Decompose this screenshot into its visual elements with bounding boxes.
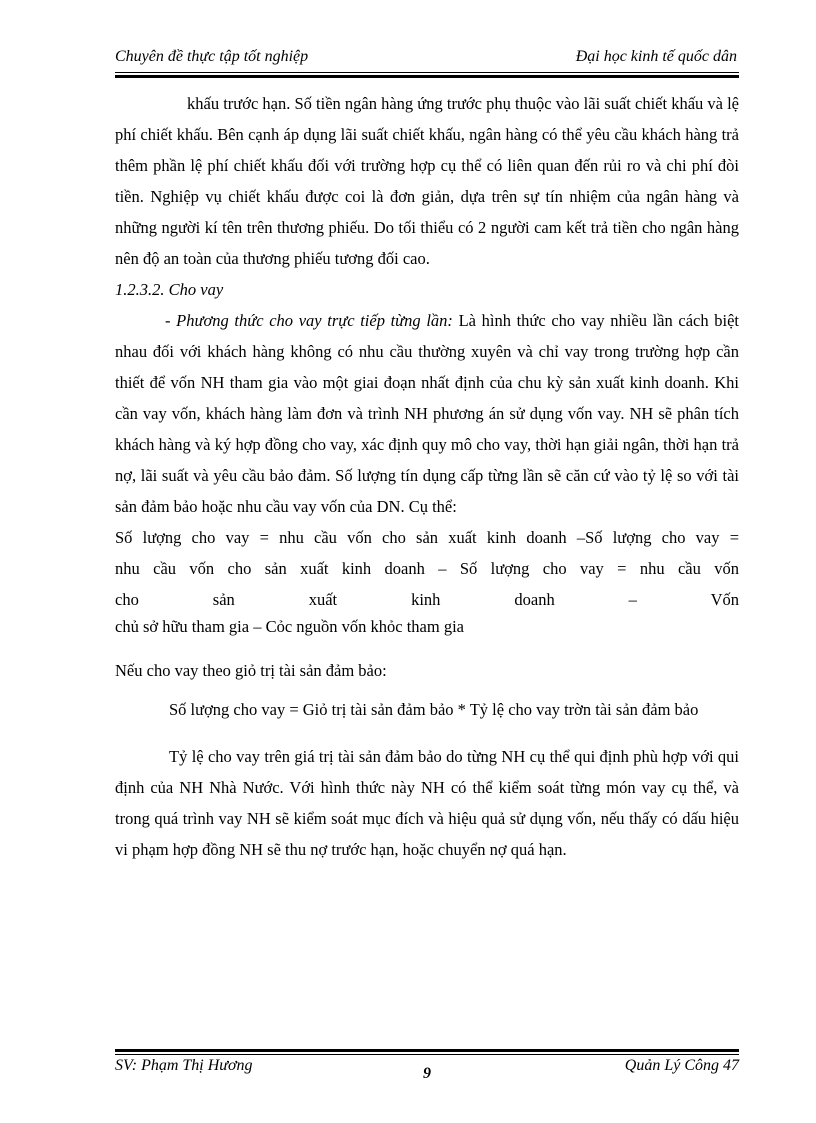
paragraph-collateral-intro: Nếu cho vay theo giỏ trị tài sản đảm bảo: — [115, 661, 387, 680]
footer-rule-thin — [115, 1054, 739, 1055]
formula-line-2: nhu cầu vốn cho sản xuất kinh doanh – Số lượng cho vay = nhu cầu vốn — [115, 559, 739, 578]
paragraph-ratio: Tỷ lệ cho vay trên giá trị tài sản đảm bảo do từng NH cụ thể qui định phù hợp với qui định của NH Nhà Nước. Với hình thức này NH có thể kiểm soát từng món vay cụ thể, và trong quá trình vay NH sẽ kiểm soát mục đích và hiệu quả sử dụng vốn, nếu thấy có dấu hiệu vi phạm hợp đồng NH sẽ thu nợ trước hạn, hoặc chuyển nợ quá hạn. — [115, 747, 739, 859]
spacer — [115, 725, 739, 741]
page-header — [115, 48, 737, 72]
header-left-text: Chuyên đề thực tập tốt nghiệp — [115, 48, 309, 65]
header-rule-thick — [115, 75, 739, 78]
footer-rule-thick — [115, 1049, 739, 1052]
section-heading: 1.2.3.2. Cho vay — [115, 280, 224, 299]
page-number: 9 — [423, 1065, 431, 1082]
header-right-text: Đại học kinh tế quốc dân — [575, 48, 737, 65]
spacer — [115, 686, 739, 694]
paragraph-direct-loan — [115, 305, 739, 522]
spacer — [115, 639, 739, 655]
paragraph-direct-loan-text: Là hình thức cho vay nhiều lần cách biệt nhau đối với khách hàng không có nhu cầu thường xuyên và chỉ vay trong trường hợp cần thiết để vốn NH tham gia vào một giai đoạn nhất định của chu kỳ sản xuất kinh doanh. Khi cần vay vốn, khách hàng làm đơn và trình NH phương án sử dụng vốn vay. NH sẽ phân tích khách hàng và ký hợp đồng cho vay, xác định quy mô cho vay, thời hạn giải ngân, thời hạn trả nợ, lãi suất và yêu cầu bảo đảm. Số lượng tín dụng cấp từng lần sẽ căn cứ vào tỷ lệ so với tài sản đảm bảo hoặc nhu cầu vay vốn của DN. Cụ thể: — [115, 311, 739, 516]
formula-line-1: Số lượng cho vay = nhu cầu vốn cho sản xuất kinh doanh –Số lượng cho vay = — [115, 528, 739, 547]
paragraph-collateral-formula: Số lượng cho vay = Giỏ trị tài sản đảm bảo * Tỷ lệ cho vay trờn tài sản đảm bảo — [169, 700, 699, 719]
paragraph-direct-loan-lead: - Phương thức cho vay trực tiếp từng lần: — [165, 311, 453, 330]
formula-line-3: cho sản xuất kinh doanh – Vốn — [115, 590, 739, 609]
paragraph-discount: khấu trước hạn. Số tiền ngân hàng ứng trước phụ thuộc vào lãi suất chiết khấu và lệ phí chiết khấu. Bên cạnh áp dụng lãi suất chiết khấu, ngân hàng có thể yêu cầu khách hàng trả thêm phần lệ phí chiết khấu đối với trường hợp cụ thể có liên quan đến rủi ro và chi phí đòi tiền. Nghiệp vụ chiết khấu được coi là đơn giản, dựa trên sự tín nhiệm của ngân hàng và những người kí tên trên thương phiếu. Do tối thiểu có 2 người cam kết trả tiền cho ngân hàng nên độ an toàn của thương phiếu tương đối cao. — [115, 94, 739, 268]
page-footer — [115, 1057, 739, 1087]
footer-class-name: Quản Lý Công 47 — [624, 1057, 739, 1074]
footer-student-name: SV: Phạm Thị Hương — [115, 1057, 253, 1074]
page-body — [115, 88, 739, 865]
formula-line-4: chủ sở hữu tham gia – Cỏc nguồn vốn khỏc tham gia — [115, 617, 464, 636]
header-rule-thin — [115, 72, 739, 73]
